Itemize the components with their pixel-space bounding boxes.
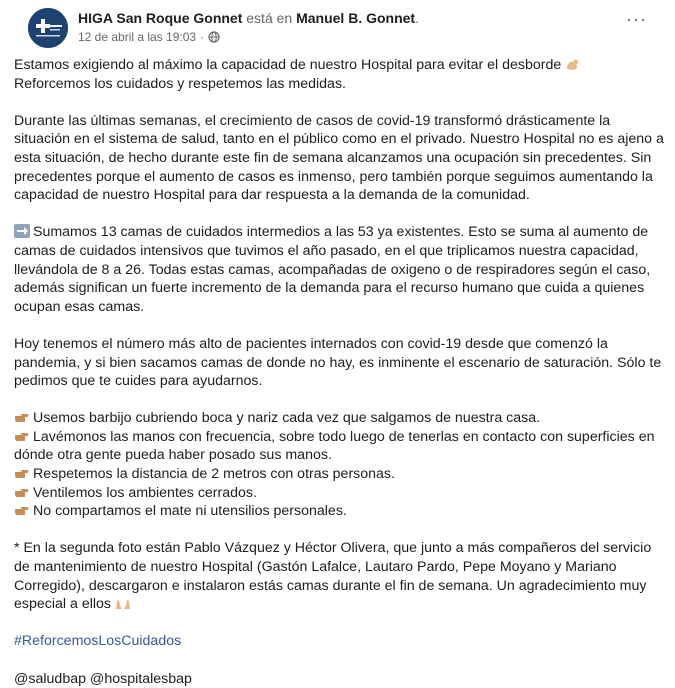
globe-icon[interactable] [208, 31, 220, 43]
pointing-right-emoji-icon [14, 503, 30, 517]
location-link[interactable]: Manuel B. Gonnet [296, 10, 416, 26]
pointing-right-emoji-icon [14, 410, 30, 424]
mentions-line: @saludbap @hospitalesbap [14, 670, 192, 687]
right-arrow-emoji-icon [14, 224, 30, 238]
list-item-text: Lavémonos las manos con frecuencia, sobre todo luego de tenerlas en contacto con superficies en dónde otra gente pueda haber posado sus manos. [14, 428, 655, 464]
post-meta [78, 29, 220, 45]
list-item-text: Respetemos la distancia de 2 metros con otras personas. [33, 466, 395, 483]
hospital-logo-icon [28, 8, 68, 48]
list-item [14, 409, 664, 428]
location-verb: está en [246, 10, 293, 26]
flexed-biceps-emoji-icon [565, 57, 581, 71]
post-timestamp[interactable]: 12 de abril a las 19:03 [78, 30, 197, 44]
page-avatar[interactable] [28, 8, 68, 48]
meta-separator: · [200, 30, 205, 44]
raising-hands-emoji-icon [115, 596, 131, 610]
hashtag-link[interactable]: #ReforcemosLosCuidados [14, 633, 182, 650]
footnote-text: * En la segunda foto están Pablo Vázquez y Héctor Olivera, que junto a más compañeros del servicio de mantenimiento de nuestro Hospital (Gastón Lafalce, Lautaro Pardo, Pepe Moyano y Mariano Corregido), descargaron e instalaron estás camas durante el fin de semana. Un agradecimiento muy especial a ellos [14, 540, 652, 613]
footnote [14, 539, 664, 613]
list-item [14, 428, 664, 465]
pointing-right-emoji-icon [14, 466, 30, 480]
paragraph-1: Durante las últimas semanas, el crecimiento de casos de covid-19 transformó drásticamente la situación en el sistema de salud, tanto en el público como en el privado. Nuestro Hospital no es ajeno a esta situación, de hecho durante este fin de semana alcanzamos una ocupación sin precedentes. Sin precedentes porque el aumento de casos es inmenso, pero también porque seguimos aumentando la capacidad de nuestro Hospital para dar respuesta a la demanda de la comunidad. [14, 112, 664, 204]
more-options-icon[interactable]: ··· [626, 9, 647, 29]
hashtag-line [14, 632, 664, 651]
page-name-link[interactable]: HIGA San Roque Gonnet [78, 10, 243, 26]
paragraph-2 [14, 223, 664, 316]
list-item-text: Ventilemos los ambientes cerrados. [33, 484, 257, 501]
list-item-text: Usemos barbijo cubriendo boca y nariz cada vez que salgamos de nuestra casa. [33, 410, 541, 427]
pointing-right-emoji-icon [14, 485, 30, 499]
list-item [14, 484, 664, 503]
pointing-right-emoji-icon [14, 429, 30, 443]
paragraph-3: Hoy tenemos el número más alto de pacientes internados con covid-19 desde que comenzó la pandemia, y si bien sacamos camas de donde no hay, es inminente el escenario de saturación. Sólo te pedimos que te cuides para ayudarnos. [14, 335, 662, 390]
intro-line-1 [14, 56, 664, 75]
intro-line-2: Reforcemos los cuidados y respetemos las medidas. [14, 75, 346, 92]
author-period: . [415, 10, 419, 26]
paragraph-2-text: Sumamos 13 camas de cuidados intermedios a las 53 ya existentes. Esto se suma al aumento de camas de cuidados intensivos que tuvimos el año pasado, en el que triplicamos nuestra capacidad, llevándola de 8 a 26. Todas estas camas, acompañadas de oxigeno o de respiradores según el caso, además significan un fuerte incremento de la demanda para el recurso humano que cuida a quienes ocupan esas camas. [14, 224, 651, 315]
post-header [14, 0, 661, 50]
intro-text-1: Estamos exigiendo al máximo la capacidad de nuestro Hospital para evitar el desborde [14, 57, 562, 73]
recommendations-list [14, 409, 664, 521]
list-item-text: No compartamos el mate ni utensilios personales. [33, 503, 347, 520]
post-body [14, 56, 664, 688]
post-author-line [78, 9, 419, 27]
list-item [14, 502, 664, 521]
list-item [14, 465, 664, 484]
